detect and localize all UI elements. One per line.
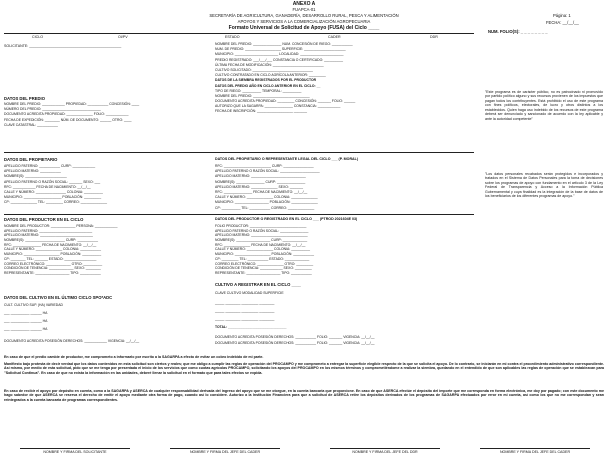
program-line: NOMBRE DEL PREDIO: _______________ NUM. CONCESIÓN DE RIEGO: ___________ bbox=[215, 42, 353, 46]
program-line: CULTIVO SOLICITADO: ________________________________ bbox=[215, 67, 313, 72]
predio-line: CLAVE CATASTRAL: ___________ bbox=[4, 122, 58, 127]
cultivo-registrar-row: _____ ________ _________ ________ bbox=[215, 309, 275, 313]
productor-registrado-line: APELLIDO MATERNO: ______________________________ bbox=[215, 233, 308, 238]
program-line: DOCUMENTO ACREDITA PROPIEDAD: _________ CONCESIÓN: _______ FOLIO: ______ bbox=[215, 99, 356, 104]
productor-registrado-line: FOLIO PRODUCTOR: ______________________________ bbox=[215, 224, 307, 228]
predio-fields bbox=[4, 103, 209, 129]
productor-line: CALLE Y NÚMERO: ______________ COLONIA: ___________ bbox=[4, 247, 101, 252]
col-estado: ESTADO bbox=[225, 35, 240, 39]
propietario-legal-line: RFC: _________________________ CURP: ________________ bbox=[215, 164, 314, 168]
productor-line: APELLIDO MATERNO: ____________________________ bbox=[4, 233, 93, 238]
folio-field: NUM. FOLIO(S): _ _ _ _ _ _ _ _ bbox=[488, 29, 548, 34]
section-heading-propietario-legal: DATOS DEL PROPIETARIO O REPRESENTANTE LEGAL DEL CICLO ___ (P. MORAL) bbox=[215, 157, 359, 161]
program-line: NOMBRE DEL PREDIO: ______________________________ bbox=[215, 93, 310, 98]
cultivo-registrar-total: TOTAL: _______________________________ bbox=[215, 325, 287, 329]
section-heading-productor-registrado: DATOS DEL PRODUCTOR O REGISTRADO EN EL CICLO ___ (PTROD 2021604E 03) bbox=[215, 217, 358, 221]
propietario-line: MUNICIPIO: ____________________ POBLACIÓN: _________ bbox=[4, 195, 102, 200]
program-line: PREDIO REGISTRADO: ___/___/___ CONSTANCIA O CERTIFICADO: __________ bbox=[215, 57, 344, 62]
program-line: AUTORIZO QUE LA SAGARPA: _______________ CONSTANCIA: ____________ bbox=[215, 104, 341, 109]
col-ddr: DDR bbox=[430, 35, 438, 39]
legal-paragraph-change: En caso de que el predio cambie de productor, me comprometo a informarlo por escrito a la SAGARPA a efecto de evitar un cobro indebido de mi parte. bbox=[4, 355, 264, 359]
signature-solicitante: NOMBRE Y FIRMA DEL SOLICITANTE bbox=[43, 450, 107, 454]
productor-registrado-line: CORREO ELECTRÓNICO: ______________ OTRO: _________ bbox=[215, 261, 314, 266]
cultivo-registrar-row: _____ ________ _________ ________ bbox=[215, 317, 275, 321]
propietario-line: CP: ______________ TEL: _________ CORREO: ______________ bbox=[4, 200, 108, 205]
productor-line: MUNICIPIO: ___________________ POBLACIÓN: __________ bbox=[4, 252, 102, 257]
productor-line: CORREO ELECTRÓNICO: _____________ OTRO: __________ bbox=[4, 261, 103, 266]
propietario-legal-line: RFC: _______________ FECHA DE NACIMIENTO: __/__/__ bbox=[215, 189, 308, 194]
section-rule bbox=[4, 214, 474, 215]
productor-registrado-line: REPRESENTANTE: __________________ TIPO: ___________ bbox=[215, 270, 312, 275]
productor-line: APELLIDO PATERNO: ____________________________ bbox=[4, 228, 93, 233]
program-line: DATOS DE LA SIEMBRA REGISTRADOS POR EL PRODUCTOR bbox=[215, 78, 317, 83]
signature-jefe-cader-2: NOMBRE Y FIRMA DEL JEFE DEL CADER bbox=[499, 450, 571, 454]
section-heading-propietario: DATOS DEL PROPIETARIO bbox=[4, 157, 58, 162]
propietario-legal-line: NOMBRE(S): _______________ CURP: _______________ bbox=[215, 179, 306, 184]
productor-registrado-fields bbox=[215, 225, 475, 277]
propietario-legal-line: CP: __________ TEL: ___________ CORREO: ______________ bbox=[215, 205, 315, 210]
propietario-line: APELLIDO PATERNO O RAZÓN SOCIAL: _______ SEXO: ___ bbox=[4, 179, 101, 184]
section-heading-cultivo-registrar: CULTIVO A REGISTRAR EN EL CICLO ____ bbox=[215, 282, 301, 287]
page-number: Página: 1 bbox=[553, 13, 571, 18]
propietario-line: NOMBRE(S): ______________________ bbox=[4, 174, 67, 179]
anexo-label: ANEXO A bbox=[292, 1, 316, 7]
cultivo-registrar-row: _____ ________ _________ ________ bbox=[215, 301, 275, 305]
legal-paragraph-deposit: En caso de recibir el apoyo por depósito en cuenta, como a la SAGARPA y ASERCA de cualquier responsabilidad derivada del ingreso del apoyo que se me otorgue, en la cuenta bancaria que proporcione. En caso de que ASERCA efectúe el depósito del importe que me corresponda en forma electrónica, me doy por pagado; con este documento me hago sabedor de que ASERCA se reserva el derecho de emitir el apoyo mediante otra forma de pago, cuando así lo considere. Autorizo a la Institución Financiera para que a solicitud de ASERCA retire los depósitos derivados de los programas de SAGARPA efectuados por error en mi cuenta, así como los que no me correspondan y sean reintegrados a la cuenta bancaria de programas correspondientes. bbox=[4, 389, 604, 402]
propietario-legal-line: APELLIDO MATERNO: _____________________________ bbox=[215, 174, 306, 179]
col-cader: CADER bbox=[328, 35, 341, 39]
productor-registrado-line: CALLE Y NÚMERO: ______________ COLONIA: __________ bbox=[215, 247, 311, 252]
propietario-legal-line: CALLE Y NÚMERO: ______________ COLONIA: ______________ bbox=[215, 195, 318, 200]
signature-line bbox=[480, 448, 590, 449]
predio-line: NOMBRE DEL PREDIO: ____________ PROPIEDAD: ___________ CONCESIÓN: ____ bbox=[4, 102, 140, 106]
productor-registrado-line: RFC: ______________ FECHA DE NACIMIENTO: __/__/__ bbox=[215, 242, 306, 247]
col-oipv: OI/PV bbox=[118, 35, 128, 39]
program-line: TIPO DE RIEGO: __________ TEMPORAL: __________ bbox=[215, 88, 302, 93]
productor-line: CONDICIÓN DE TENENCIA: _____________ SEXO: ________ bbox=[4, 266, 101, 271]
productor-line: RFC: _______________ FECHA DE NACIMIENTO: __/__/__ bbox=[4, 242, 97, 247]
propietario-legal-line: MUNICIPIO: __________________ POBLACIÓN: ______________ bbox=[215, 200, 318, 205]
propietario-line: APELLIDO PATERNO: ___________ CURP: ____________ bbox=[4, 164, 96, 168]
cultivo-registrar-footer: DOCUMENTO ACREDITA POSESIÓN DERECHOS: ___________ FOLIO: _______ VIGENCIA: __/__/__ bbox=[215, 335, 375, 339]
propietario-fields bbox=[4, 165, 209, 207]
form-code: FUAPCA-01 bbox=[292, 7, 316, 12]
section-heading-cultivo-ultimo: DATOS DEL CULTIVO EN EL ÚLTIMO CICLO SPO*ADC bbox=[4, 295, 113, 300]
predio-line: NÚMERO DEL PREDIO: _______________________________ bbox=[4, 107, 101, 112]
legal-paragraph-declaration: Manifiesto bajo protesta de decir verdad que los datos contenidos en esta solicitud son ciertos y reales; que me obligo a cumplir las reglas de operación del PROCAMPO y me comprometo a entregar la superficie elegible respecto de la que se solicita el apoyo. De lo contrario, se iniciarán en mi contra el procedimiento administrativo correspondiente. Así mismo, por medio de esta solicitud, pido que se me tenga por presentada el inicio de los servicios que como cuotas agrícolas PROCAMPO, solicitando los apoyos del PROCAMPO en los mismos términos y comprometiéndome a realizar la siembra, quedando en el entendido de que son aplicables las reglas de operación que se establezcan para "Solicitud Continua". En caso de que no exista la información en las unidades, deberé llenar la solicitud en el formato que para tales efectos se expida. bbox=[4, 362, 604, 375]
top-rule bbox=[4, 33, 474, 34]
propietario-line: APELLIDO MATERNO: ___________ bbox=[4, 169, 61, 174]
cultivo-ultimo-row: ___ __________ ______ HA bbox=[4, 319, 48, 323]
productor-registrado-line: CONDICIÓN DE TENENCIA: ____________ SEXO: _________ bbox=[215, 266, 312, 271]
signature-line bbox=[330, 448, 440, 449]
program-line: ÚLTIMA FECHA DE MODIFICACIÓN: ___________________________ bbox=[215, 62, 324, 67]
fecha-field: FECHA: __/__/__ bbox=[546, 20, 579, 25]
predio-line: DOCUMENTO ACREDITA PROPIEDAD: ______________ FOLIO: ____________ bbox=[4, 112, 129, 117]
productor-registrado-line: CP: _________ TEL: ___________ ESTADO: _____________ bbox=[215, 256, 310, 261]
productor-line: NOMBRE(S): _____________________ CURP: ___________ bbox=[4, 238, 99, 243]
signature-line bbox=[20, 448, 130, 449]
propietario-line: RFC: ____________ FECHA DE NACIMIENTO: __/__/__ bbox=[4, 184, 91, 189]
legal-note-personal-data: "Los datos personales recabados serán protegidos e incorporados y tratados en el Sistema de Datos Personales para la toma de decisiones sobre los programas de apoyo con fundamento en el artículo 3 de la Ley Federal de Transparencia y Acceso a la Información Pública Gubernamental y cuya finalidad es la integración de la base de datos de los beneficiarios de los diferentes programas de apoyo." bbox=[485, 172, 603, 199]
productor-registrado-line: APELLIDO PATERNO O RAZÓN SOCIAL: _______________ bbox=[215, 228, 309, 233]
program-block bbox=[215, 43, 475, 116]
form-title: Formato Universal de Solicitud de Apoyo (FUSA) del Ciclo ____ bbox=[228, 25, 380, 31]
propietario-legal-line: APELLIDO PATERNO O RAZÓN SOCIAL: _____________________ bbox=[215, 169, 320, 174]
productor-fields bbox=[4, 225, 209, 277]
productor-line: REPRESENTANTE: __________________ TIPO: ___________ bbox=[4, 270, 101, 275]
agency-line-2: APOYOS Y SERVICIOS A LA COMERCIALIZACIÓN AGROPECUARIA bbox=[237, 19, 371, 24]
solicitante-field: SOLICITANTE: ______________________________________________ bbox=[4, 44, 122, 48]
productor-line: CP: ________ TEL: _______ ESTADO: _________________ bbox=[4, 256, 97, 261]
program-line: NUM. DE PREDIO: ___________________ SUPERFICIE: ______________________ bbox=[215, 47, 346, 52]
signature-line bbox=[170, 448, 280, 449]
agency-line-1: SECRETARÍA DE AGRICULTURA, GANADERÍA, DESARROLLO RURAL, PESCA Y ALIMENTACIÓN bbox=[209, 13, 399, 18]
section-heading-productor: DATOS DEL PRODUCTOR EN EL CICLO bbox=[4, 217, 84, 222]
program-line: CULTIVO CONTRATADO EN CICLO AGRÍCOLA ANTERIOR: _________ bbox=[215, 73, 326, 78]
productor-line: NOMBRE DEL PRODUCTOR: _____________ PERSONA: ____________ bbox=[4, 224, 118, 228]
predio-line: FECHA DE EXPEDICIÓN: ________ NÚM. DE DOCUMENTO: ______ OTRO: ____ bbox=[4, 117, 132, 122]
cultivo-ultimo-columns: CULT. CULTIVO SUP. (HA) VARIEDAD bbox=[4, 303, 63, 307]
cultivo-registrar-footer: DOCUMENTO ACREDITA POSESIÓN DERECHOS: ___________ FOLIO: _______ VIGENCIA: __/__/__ bbox=[215, 341, 375, 345]
program-line: MUNICIPIO: _______________________ LOCALIDAD: _______________________ bbox=[215, 52, 344, 57]
propietario-legal-fields bbox=[215, 165, 475, 212]
propietario-legal-line: APELLIDO MATERNO: ______________ SEXO: _______ bbox=[215, 184, 303, 189]
section-rule bbox=[4, 152, 474, 153]
col-ciclo: CICLO bbox=[32, 35, 43, 39]
program-line: FECHA DE INSCRIPCIÓN: ___________________ _______ bbox=[215, 109, 307, 114]
section-heading-predio: DATOS DEL PREDIO bbox=[4, 96, 45, 101]
propietario-line: CALLE Y NÚMERO: ________________ COLONIA: __________ bbox=[4, 189, 103, 194]
cultivo-ultimo-row: ___ __________ ______ HA bbox=[4, 327, 48, 331]
cultivo-ultimo-row: ___ __________ ______ HA bbox=[4, 311, 48, 315]
cultivo-ultimo-footer: DOCUMENTO ACREDITA POSESIÓN DERECHOS: ____________ VIGENCIA: __/__/__ bbox=[4, 339, 140, 343]
cultivo-registrar-columns: CLAVE CULTIVO MODALIDAD SUPERFICIE bbox=[215, 291, 284, 295]
signature-jefe-ddr: NOMBRE Y FIRMA DEL JEFE DEL DDR bbox=[352, 450, 418, 454]
signature-jefe-cader: NOMBRE Y FIRMA DEL JEFE DEL CADER bbox=[189, 450, 261, 454]
legal-note-public-program: "Este programa es de carácter público, no es patrocinado ni promovido por partido político alguno y sus recursos provienen de los impuestos que pagan todos los contribuyentes. Está prohibido el uso de este programa con fines políticos, electorales, de lucro y otros distintos a los establecidos. Quien haga uso indebido de los recursos de este programa deberá ser denunciado y sancionado de acuerdo con la ley aplicable y ante la autoridad competente" bbox=[485, 90, 603, 121]
program-line: DATOS DEL PREDIO AÑO EN CICLO ANTERIOR EN EL CICLO: __ bbox=[215, 83, 321, 88]
productor-registrado-line: NOMBRE(S): __________________ CURP: _____________ bbox=[215, 238, 308, 243]
productor-registrado-line: MUNICIPIO: ___________________ POBLACIÓN: ___________ bbox=[215, 252, 314, 257]
